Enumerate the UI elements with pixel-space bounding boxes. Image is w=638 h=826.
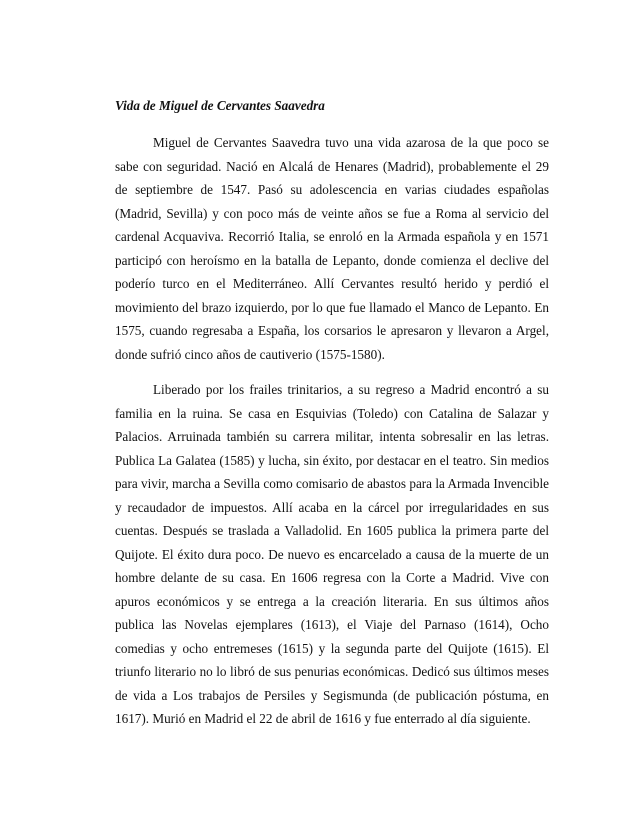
document-body — [115, 98, 549, 731]
paragraph-2: Liberado por los frailes trinitarios, a su regreso a Madrid encontró a su familia en la ruina. Se casa en Esquivias (Toledo) con Catalina de Salazar y Palacios. Arruinada también su carrera militar, intenta sobresalir en las letras. Publica La Galatea (1585) y lucha, sin éxito, por destacar en el teatro. Sin medios para vivir, marcha a Sevilla como comisario de abastos para la Armada Invencible y recaudador de impuestos. Allí acaba en la cárcel por irregularidades en sus cuentas. Después se traslada a Valladolid. En 1605 publica la primera parte del Quijote. El éxito dura poco. De nuevo es encarcelado a causa de la muerte de un hombre delante de su casa. En 1606 regresa con la Corte a Madrid. Vive con apuros económicos y se entrega a la creación literaria. En sus últimos años publica las Novelas ejemplares (1613), el Viaje del Parnaso (1614), Ocho comedias y ocho entremeses (1615) y la segunda parte del Quijote (1615). El triunfo literario no lo libró de sus penurias económicas. Dedicó sus últimos meses de vida a Los trabajos de Persiles y Segismunda (de publicación póstuma, en 1617). Murió en Madrid el 22 de abril de 1616 y fue enterrado al día siguiente. — [115, 382, 549, 726]
document-title: Vida de Miguel de Cervantes Saavedra — [115, 98, 325, 113]
paragraph-1: Miguel de Cervantes Saavedra tuvo una vida azarosa de la que poco se sabe con seguridad. Nació en Alcalá de Henares (Madrid), probablemente el 29 de septiembre de 1547. Pasó su adolescencia en varias ciudades españolas (Madrid, Sevilla) y con poco más de veinte años se fue a Roma al servicio del cardenal Acquaviva. Recorrió Italia, se enroló en la Armada española y en 1571 participó con heroísmo en la batalla de Lepanto, donde comienza el declive del poderío turco en el Mediterráneo. Allí Cervantes resultó herido y perdió el movimiento del brazo izquierdo, por lo que fue llamado el Manco de Lepanto. En 1575, cuando regresaba a España, los corsarios le apresaron y llevaron a Argel, donde sufrió cinco años de cautiverio (1575-1580). — [115, 135, 549, 362]
